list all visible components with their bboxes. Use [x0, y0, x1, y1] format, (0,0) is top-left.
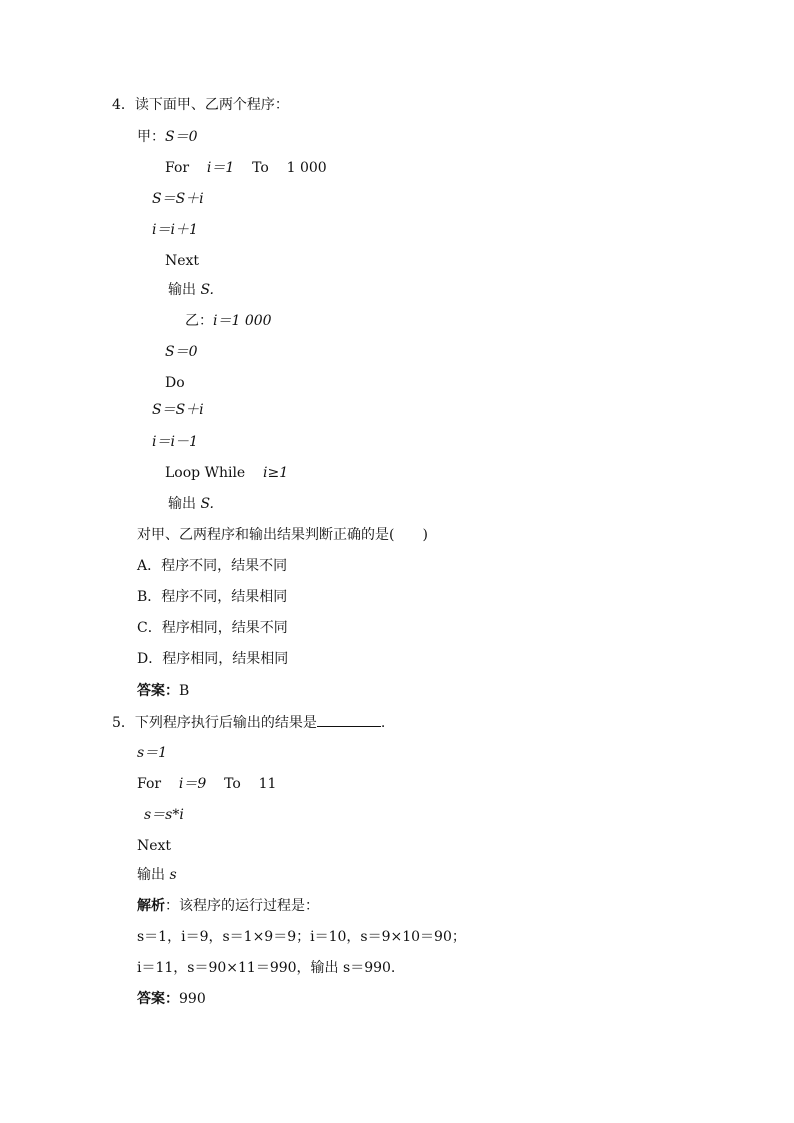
- for-keyword: For: [165, 160, 190, 176]
- q4-question: 对甲、乙两程序和输出结果判断正确的是( ): [137, 527, 428, 543]
- q5-answer: [137, 989, 206, 1009]
- q5-analysis-header: [137, 896, 319, 916]
- for-keyword: For: [137, 776, 162, 792]
- answer-value: B: [179, 683, 190, 699]
- q5-for-line: [137, 774, 276, 794]
- q4-for-line: [165, 158, 327, 178]
- output-var: s: [169, 867, 177, 883]
- q5-s-init: s＝1: [137, 745, 168, 761]
- q4-do-line: Do: [165, 375, 185, 391]
- output-label: 输出: [137, 867, 165, 883]
- q4-loop-while-line: [165, 463, 288, 483]
- answer-blank: [317, 712, 381, 727]
- q4-yi-sum-line: S＝S＋i: [152, 402, 204, 418]
- output-var: S.: [200, 496, 214, 512]
- q4-yi-dec-line: i＝i－1: [152, 434, 198, 450]
- analysis-label: 解析: [137, 898, 165, 914]
- loop-cond: i≥1: [263, 465, 289, 481]
- q5-output: [137, 865, 177, 885]
- q4-next-line: Next: [165, 253, 200, 269]
- yi-label: 乙：: [185, 313, 213, 329]
- output-label: 输出: [168, 282, 196, 298]
- to-keyword: To: [224, 776, 241, 792]
- output-var: S.: [200, 282, 214, 298]
- q5-analysis-line2: i＝11，s＝90×11＝990，输出 s＝990.: [137, 960, 396, 976]
- q5-stem-end: .: [380, 715, 386, 731]
- jia-s-init: S＝0: [165, 129, 198, 145]
- q5-mult-line: s＝s*i: [144, 807, 184, 823]
- for-init: i＝1: [206, 160, 235, 176]
- for-init: i＝9: [178, 776, 207, 792]
- output-label: 输出: [168, 496, 196, 512]
- q4-program-jia-line1: [137, 127, 198, 147]
- q4-stem: 4．读下面甲、乙两个程序：: [112, 97, 289, 113]
- q4-option-a: A．程序不同，结果不同: [137, 558, 288, 574]
- q4-output-yi: [168, 494, 214, 514]
- q5-analysis-line1: s＝1，i＝9，s＝1×9＝9；i＝10，s＝9×10＝90；: [137, 929, 466, 945]
- analysis-intro: ：该程序的运行过程是：: [165, 898, 319, 914]
- for-end: 11: [258, 776, 277, 792]
- answer-label: 答案：: [137, 991, 179, 1007]
- q5-stem-text: 5．下列程序执行后输出的结果是: [112, 715, 317, 731]
- answer-label: 答案：: [137, 683, 179, 699]
- q4-inc-line: i＝i＋1: [152, 222, 198, 238]
- jia-label: 甲：: [137, 129, 165, 145]
- yi-i-init: i＝1 000: [213, 313, 272, 329]
- answer-value: 990: [179, 991, 206, 1007]
- to-keyword: To: [252, 160, 269, 176]
- q4-output-jia: [168, 280, 214, 300]
- q5-next-line: Next: [137, 838, 172, 854]
- for-end: 1 000: [286, 160, 327, 176]
- q4-sum-line: S＝S＋i: [152, 191, 204, 207]
- q4-answer: [137, 681, 189, 701]
- loop-while-keyword: Loop While: [165, 465, 246, 481]
- q4-option-b: B．程序不同，结果相同: [137, 589, 288, 605]
- q4-option-d: D．程序相同，结果相同: [137, 651, 289, 667]
- q5-stem: [112, 712, 385, 733]
- q4-yi-s-init: S＝0: [165, 344, 198, 360]
- q4-program-yi-line1: [185, 311, 272, 331]
- q4-option-c: C．程序相同，结果不同: [137, 620, 288, 636]
